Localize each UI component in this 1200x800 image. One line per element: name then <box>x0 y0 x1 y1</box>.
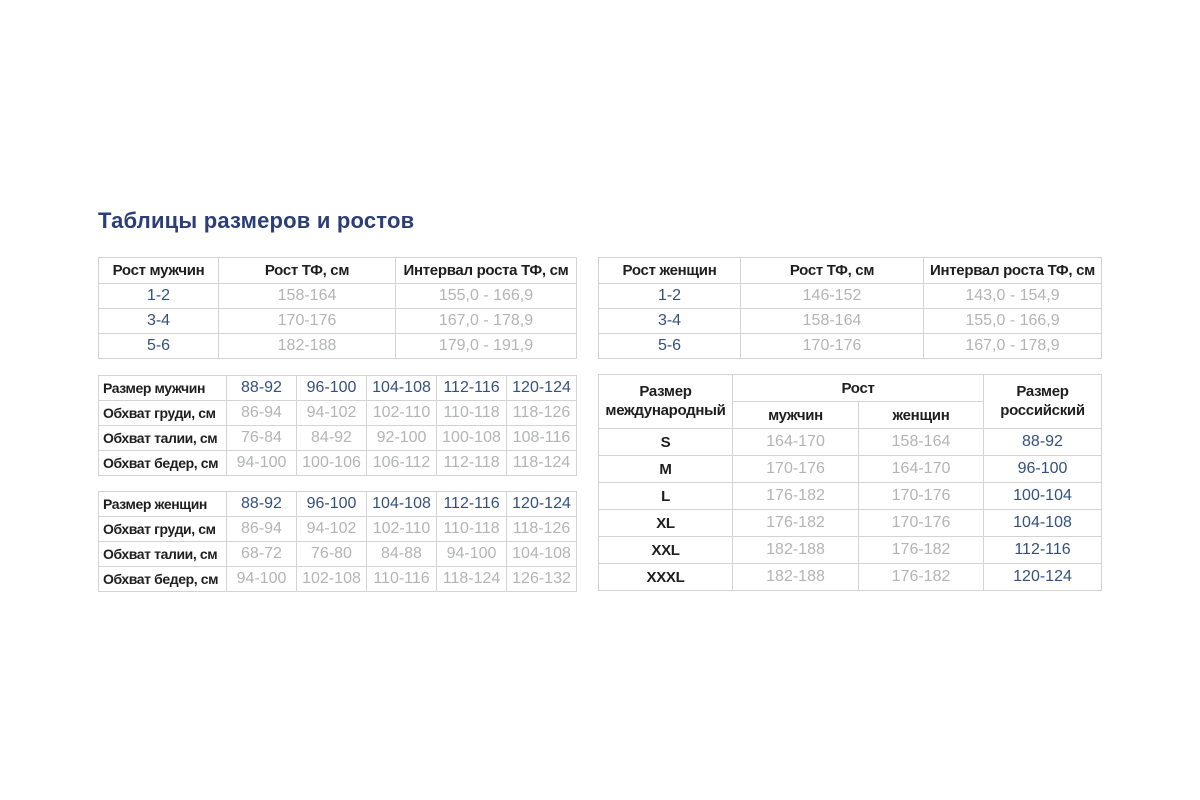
table-row <box>99 567 577 592</box>
table-row <box>599 537 1102 564</box>
row-label: Обхват талии, см <box>99 426 227 451</box>
column-header: женщин <box>859 402 984 429</box>
table-header-row <box>99 376 577 401</box>
table-cell: 94-102 <box>297 517 367 542</box>
table-cell: 1-2 <box>599 284 741 309</box>
size-value: 104-108 <box>367 492 437 517</box>
table-cell: 170-176 <box>859 510 984 537</box>
table-cell: 94-100 <box>227 567 297 592</box>
table-cell: 94-100 <box>437 542 507 567</box>
column-header: мужчин <box>733 402 859 429</box>
table-cell: 170-176 <box>741 334 924 359</box>
table-cell: 5-6 <box>599 334 741 359</box>
table-cell: 112-118 <box>437 451 507 476</box>
table-cell: 110-118 <box>437 517 507 542</box>
table-cell: 176-182 <box>733 510 859 537</box>
table-row <box>599 284 1102 309</box>
table-cell: 104-108 <box>984 510 1102 537</box>
row-label: Размер женщин <box>99 492 227 517</box>
column-header: Рост ТФ, см <box>219 258 396 284</box>
table-cell: 120-124 <box>984 564 1102 591</box>
size-value: 88-92 <box>227 492 297 517</box>
row-label: Обхват талии, см <box>99 542 227 567</box>
table-cell: 3-4 <box>99 309 219 334</box>
table-cell: 158-164 <box>859 429 984 456</box>
table-cell: 118-126 <box>507 401 577 426</box>
table-cell: 86-94 <box>227 401 297 426</box>
row-label: Обхват груди, см <box>99 517 227 542</box>
row-label: Размер мужчин <box>99 376 227 401</box>
size-label: M <box>599 456 733 483</box>
table-size-women <box>98 491 577 592</box>
column-header: Рост <box>733 375 984 402</box>
table-row <box>99 401 577 426</box>
table-cell: 92-100 <box>367 426 437 451</box>
table-cell: 158-164 <box>741 309 924 334</box>
row-label: Обхват бедер, см <box>99 567 227 592</box>
table-cell: 118-124 <box>437 567 507 592</box>
table-cell: 179,0 - 191,9 <box>396 334 577 359</box>
table-cell: 176-182 <box>859 564 984 591</box>
table-cell: 176-182 <box>733 483 859 510</box>
table-cell: 100-106 <box>297 451 367 476</box>
column-header: Рост ТФ, см <box>741 258 924 284</box>
table-row <box>599 564 1102 591</box>
table-cell: 102-110 <box>367 517 437 542</box>
table-header-row <box>599 258 1102 284</box>
table-cell: 100-108 <box>437 426 507 451</box>
table-cell: 110-116 <box>367 567 437 592</box>
table-cell: 182-188 <box>733 564 859 591</box>
table-header-row <box>599 375 1102 402</box>
table-cell: 158-164 <box>219 284 396 309</box>
table-cell: 167,0 - 178,9 <box>924 334 1102 359</box>
table-cell: 118-124 <box>507 451 577 476</box>
table-header-row <box>99 492 577 517</box>
table-cell: 164-170 <box>859 456 984 483</box>
table-cell: 86-94 <box>227 517 297 542</box>
page-title: Таблицы размеров и ростов <box>98 208 415 233</box>
size-label: S <box>599 429 733 456</box>
table-cell: 88-92 <box>984 429 1102 456</box>
table-row <box>99 426 577 451</box>
table-cell: 155,0 - 166,9 <box>924 309 1102 334</box>
table-row <box>599 429 1102 456</box>
size-label: XXL <box>599 537 733 564</box>
table-cell: 76-80 <box>297 542 367 567</box>
size-label: XXXL <box>599 564 733 591</box>
table-cell: 94-100 <box>227 451 297 476</box>
table-row <box>99 309 577 334</box>
table-cell: 167,0 - 178,9 <box>396 309 577 334</box>
size-label: L <box>599 483 733 510</box>
table-cell: 110-118 <box>437 401 507 426</box>
table-international <box>598 374 1102 591</box>
table-cell: 170-176 <box>219 309 396 334</box>
table-cell: 112-116 <box>984 537 1102 564</box>
table-cell: 84-92 <box>297 426 367 451</box>
size-value: 120-124 <box>507 376 577 401</box>
table-height-women <box>598 257 1102 359</box>
table-cell: 94-102 <box>297 401 367 426</box>
table-cell: 104-108 <box>507 542 577 567</box>
column-header: Интервал роста ТФ, см <box>396 258 577 284</box>
table-cell: 68-72 <box>227 542 297 567</box>
table-row <box>99 451 577 476</box>
table-row <box>599 456 1102 483</box>
table-cell: 100-104 <box>984 483 1102 510</box>
row-label: Обхват бедер, см <box>99 451 227 476</box>
column-header: Интервал роста ТФ, см <box>924 258 1102 284</box>
table-height-men <box>98 257 577 359</box>
table-header-row <box>99 258 577 284</box>
table-row <box>599 483 1102 510</box>
table-cell: 96-100 <box>984 456 1102 483</box>
table-cell: 170-176 <box>859 483 984 510</box>
column-header: Размер международный <box>599 375 733 429</box>
table-cell: 118-126 <box>507 517 577 542</box>
size-label: XL <box>599 510 733 537</box>
table-cell: 146-152 <box>741 284 924 309</box>
table-cell: 170-176 <box>733 456 859 483</box>
table-cell: 182-188 <box>733 537 859 564</box>
size-value: 88-92 <box>227 376 297 401</box>
table-row <box>599 334 1102 359</box>
table-cell: 182-188 <box>219 334 396 359</box>
column-header: Размер российский <box>984 375 1102 429</box>
table-cell: 164-170 <box>733 429 859 456</box>
column-header: Рост женщин <box>599 258 741 284</box>
size-value: 112-116 <box>437 492 507 517</box>
table-cell: 102-110 <box>367 401 437 426</box>
size-value: 120-124 <box>507 492 577 517</box>
table-cell: 102-108 <box>297 567 367 592</box>
table-cell: 155,0 - 166,9 <box>396 284 577 309</box>
table-cell: 108-116 <box>507 426 577 451</box>
table-row <box>599 309 1102 334</box>
table-row <box>99 517 577 542</box>
table-cell: 76-84 <box>227 426 297 451</box>
table-cell: 1-2 <box>99 284 219 309</box>
table-cell: 5-6 <box>99 334 219 359</box>
column-header: Рост мужчин <box>99 258 219 284</box>
table-cell: 176-182 <box>859 537 984 564</box>
table-cell: 84-88 <box>367 542 437 567</box>
table-row <box>99 334 577 359</box>
table-row <box>599 510 1102 537</box>
row-label: Обхват груди, см <box>99 401 227 426</box>
table-size-men <box>98 375 577 476</box>
size-value: 96-100 <box>297 492 367 517</box>
table-cell: 126-132 <box>507 567 577 592</box>
size-value: 96-100 <box>297 376 367 401</box>
table-cell: 106-112 <box>367 451 437 476</box>
table-cell: 3-4 <box>599 309 741 334</box>
table-row <box>99 284 577 309</box>
size-value: 104-108 <box>367 376 437 401</box>
table-cell: 143,0 - 154,9 <box>924 284 1102 309</box>
size-value: 112-116 <box>437 376 507 401</box>
table-row <box>99 542 577 567</box>
